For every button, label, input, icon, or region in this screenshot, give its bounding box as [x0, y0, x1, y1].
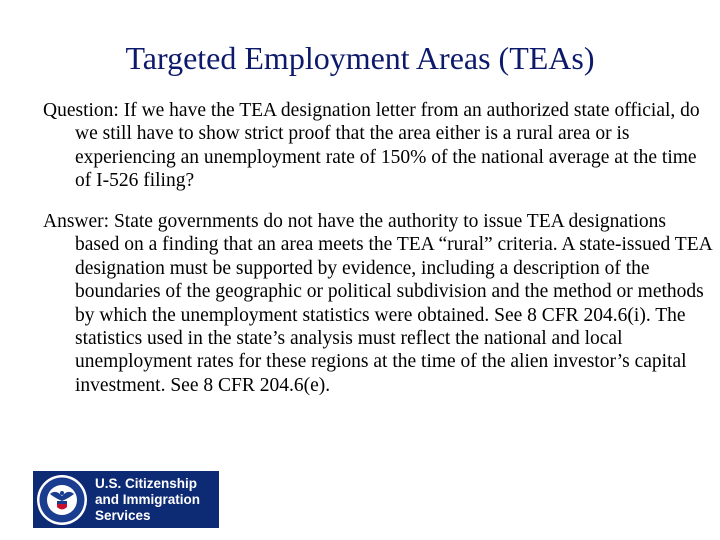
wordmark-line-3: Services [95, 507, 151, 523]
uscis-wordmark [95, 476, 200, 524]
dhs-seal-icon [36, 474, 88, 526]
uscis-logo [33, 471, 219, 528]
wordmark-line-1: U.S. Citizenship [95, 475, 198, 491]
slide-title: Targeted Employment Areas (TEAs) [125, 40, 595, 76]
wordmark-line-2: and Immigration [95, 491, 201, 507]
question-text: Question: If we have the TEA designation letter from an authorized state official, do we still have to show strict proof that the area either is a rural area or is experiencing an unemployment rate of 150% of the national average at the time of I-526 filing? [43, 100, 700, 192]
answer-text: Answer: State governments do not have the authority to issue TEA designations based on a finding that an area meets the TEA “rural” criteria. A state-issued TEA designation must be supported by evidence, including a description of the boundaries of the geographic or political subdivision and the method or methods by which the unemployment statistics were obtained. See 8 CFR 204.6(i). The statistics used in the state’s analysis must reflect the national and local unemployment rates for these regions at the time of the alien investor’s capital investment. See 8 CFR 204.6(e). [43, 211, 712, 396]
